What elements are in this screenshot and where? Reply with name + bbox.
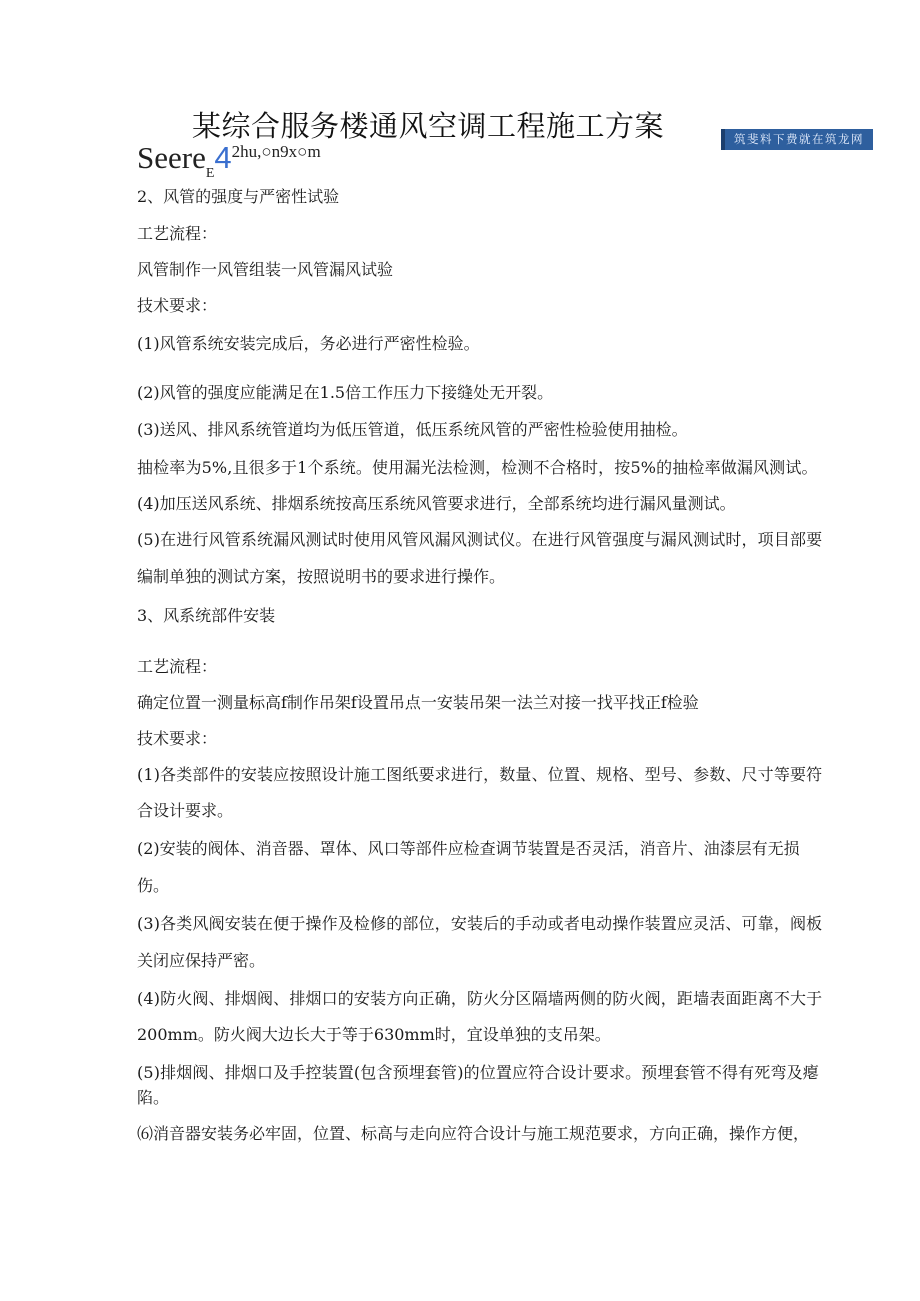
document-title: 某综合服务楼通风空调工程施工方案	[192, 109, 665, 143]
paragraph-line: 伤。	[137, 876, 170, 895]
paragraph-line: 技术要求：	[137, 729, 218, 748]
paragraph-line: (2)安装的阀体、消音器、罩体、风口等部件应检查调节装置是否灵活，消音片、油漆层有无损	[137, 839, 800, 858]
brand-line	[137, 140, 321, 181]
brand-sub-text: E	[205, 166, 215, 181]
paragraph-line: 技术要求：	[137, 296, 218, 315]
paragraph-line: 工艺流程：	[137, 657, 218, 676]
paragraph-line: 关闭应保持严密。	[137, 951, 266, 970]
brand-number: 4	[214, 140, 232, 175]
paragraph-line: 200mm。防火阀大边长大于等于630mm时，宜设单独的支吊架。	[137, 1025, 611, 1044]
paragraph-line: (5)排烟阀、排烟口及手控装置(包含预埋套管)的位置应符合设计要求。预埋套管不得有死弯及瘪	[137, 1063, 819, 1082]
paragraph-line: 合设计要求。	[137, 801, 234, 820]
paragraph-line: 抽检率为5%,且很多于1个系统。使用漏光法检测，检测不合格时，按5%的抽检率做漏风测试。	[137, 458, 818, 477]
paragraph-line: (5)在进行风管系统漏风测试时使用风管风漏风测试仪。在进行风管强度与漏风测试时，项目部要	[137, 530, 823, 549]
paragraph-line: (4)防火阀、排烟阀、排烟口的安装方向正确，防火分区隔墙两侧的防火阀，距墙表面距离不大于	[137, 989, 823, 1008]
paragraph-line: 工艺流程：	[137, 224, 218, 243]
paragraph-line: (1)风管系统安装完成后，务必进行严密性检验。	[137, 334, 480, 353]
paragraph-line: 确定位置一测量标高f制作吊架f设置吊点一安装吊架一法兰对接一找平找正f检验	[137, 693, 699, 712]
paragraph-line: 风管制作一风管组装一风管漏风试验	[137, 260, 394, 279]
paragraph-line: (3)各类风阀安装在便于操作及检修的部位，安装后的手动或者电动操作装置应灵活、可靠，阀板	[137, 914, 823, 933]
section-heading: 3、风系统部件安装	[137, 606, 276, 625]
paragraph-line: (3)送风、排风系统管道均为低压管道，低压系统风管的严密性检验使用抽检。	[137, 420, 688, 439]
section-heading: 2、风管的强度与严密性试验	[137, 187, 340, 206]
watermark-badge[interactable]: 筑斐料下费就在筑龙网	[721, 129, 873, 150]
paragraph-line: (2)风管的强度应能满足在1.5倍工作压力下接缝处无开裂。	[137, 383, 554, 402]
brand-main-text: Seere	[137, 140, 206, 175]
brand-tail-text: 2hu,○n9x○m	[231, 142, 321, 161]
paragraph-line: 陷。	[137, 1088, 170, 1107]
paragraph-line: (4)加压送风系统、排烟系统按高压系统风管要求进行，全部系统均进行漏风量测试。	[137, 494, 736, 513]
paragraph-line: 编制单独的测试方案，按照说明书的要求进行操作。	[137, 567, 506, 586]
paragraph-line: (1)各类部件的安装应按照设计施工图纸要求进行，数量、位置、规格、型号、参数、尺寸等要符	[137, 765, 823, 784]
paragraph-line: ⑹消音器安装务必牢固，位置、标高与走向应符合设计与施工规范要求，方向正确，操作方便，	[137, 1124, 810, 1143]
